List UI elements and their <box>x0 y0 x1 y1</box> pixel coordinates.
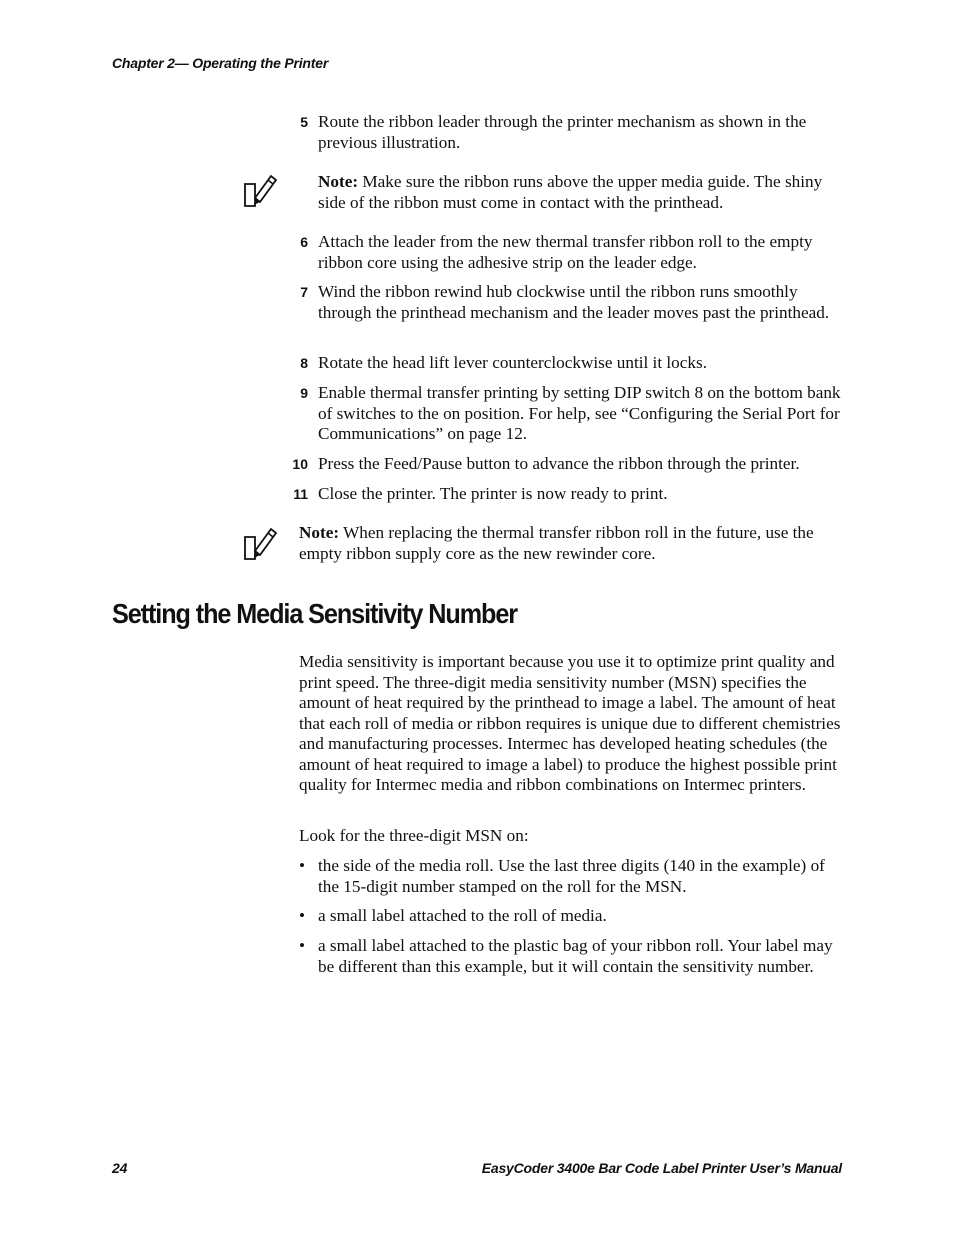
bullet-text: the side of the media roll. Use the last three digits (140 in the example) of the 15-digit number stamped on the roll for the MSN. <box>318 856 825 896</box>
step-number: 9 <box>300 385 308 401</box>
manual-title: EasyCoder 3400e Bar Code Label Printer User’s Manual <box>481 1160 842 1176</box>
note-label: Note: <box>318 172 359 191</box>
step-9 <box>280 383 850 445</box>
step-6 <box>280 232 850 273</box>
section-paragraph: Look for the three-digit MSN on: <box>299 826 529 845</box>
step-number: 5 <box>300 114 308 130</box>
note-ribbon-replace <box>299 523 847 564</box>
bullet-text: a small label attached to the roll of media. <box>318 906 607 925</box>
section-heading: Setting the Media Sensitivity Number <box>112 598 517 629</box>
note-label: Note: <box>299 523 340 542</box>
step-text: Attach the leader from the new thermal transfer ribbon roll to the empty ribbon core using the adhesive strip on the leader edge. <box>318 232 813 272</box>
step-number: 7 <box>300 284 308 300</box>
step-text: Rotate the head lift lever counterclockwise until it locks. <box>318 353 707 372</box>
note-ribbon-guide <box>318 172 848 213</box>
bullet-text: a small label attached to the plastic bag of your ribbon roll. Your label may be different than this example, but it will contain the sensitivity number. <box>318 936 833 976</box>
bullet-symbol: • <box>299 856 306 875</box>
step-10 <box>280 454 850 475</box>
running-header: Chapter 2— Operating the Printer <box>112 55 329 71</box>
note-text: When replacing the thermal transfer ribbon roll in the future, use the empty ribbon supply core as the new rewinder core. <box>299 523 814 563</box>
note-pencil-icon <box>242 170 278 208</box>
step-8 <box>280 353 850 374</box>
bullet-symbol: • <box>299 906 306 925</box>
step-text: Press the Feed/Pause button to advance the ribbon through the printer. <box>318 454 800 473</box>
bullet-item <box>299 856 847 897</box>
step-text: Enable thermal transfer printing by setting DIP switch 8 on the bottom bank of switches to the on position. For help, see “Configuring the Serial Port for Communications” on page 12. <box>318 383 841 443</box>
step-text: Wind the ribbon rewind hub clockwise until the ribbon runs smoothly through the printhead mechanism and the leader moves past the printhead. <box>318 282 830 322</box>
step-number: 8 <box>300 355 308 371</box>
section-paragraph: Media sensitivity is important because you use it to optimize print quality and print speed. The three-digit media sensitivity number (MSN) specifies the amount of heat required by the printhead to image a label. The amount of heat that each roll of media or ribbon requires is unique due to different chemistries and manufacturing processes. Intermec has developed heating schedules (the amount of heat required to image a label) to produce the highest possible print quality for Intermec media and ribbon combinations on Intermec printers. <box>299 652 841 794</box>
step-number: 6 <box>300 234 308 250</box>
step-text: Close the printer. The printer is now ready to print. <box>318 484 668 503</box>
bullet-item <box>299 906 847 927</box>
step-text: Route the ribbon leader through the printer mechanism as shown in the previous illustration. <box>318 112 807 152</box>
step-11 <box>280 484 850 505</box>
note-pencil-icon <box>242 523 278 561</box>
note-text: Make sure the ribbon runs above the upper media guide. The shiny side of the ribbon must come in contact with the printhead. <box>318 172 823 212</box>
page-number: 24 <box>112 1160 128 1176</box>
bullet-item <box>299 936 847 977</box>
step-7 <box>280 282 850 323</box>
step-5 <box>280 112 850 153</box>
bullet-symbol: • <box>299 936 306 955</box>
step-number: 11 <box>293 486 308 502</box>
step-number: 10 <box>292 456 308 472</box>
